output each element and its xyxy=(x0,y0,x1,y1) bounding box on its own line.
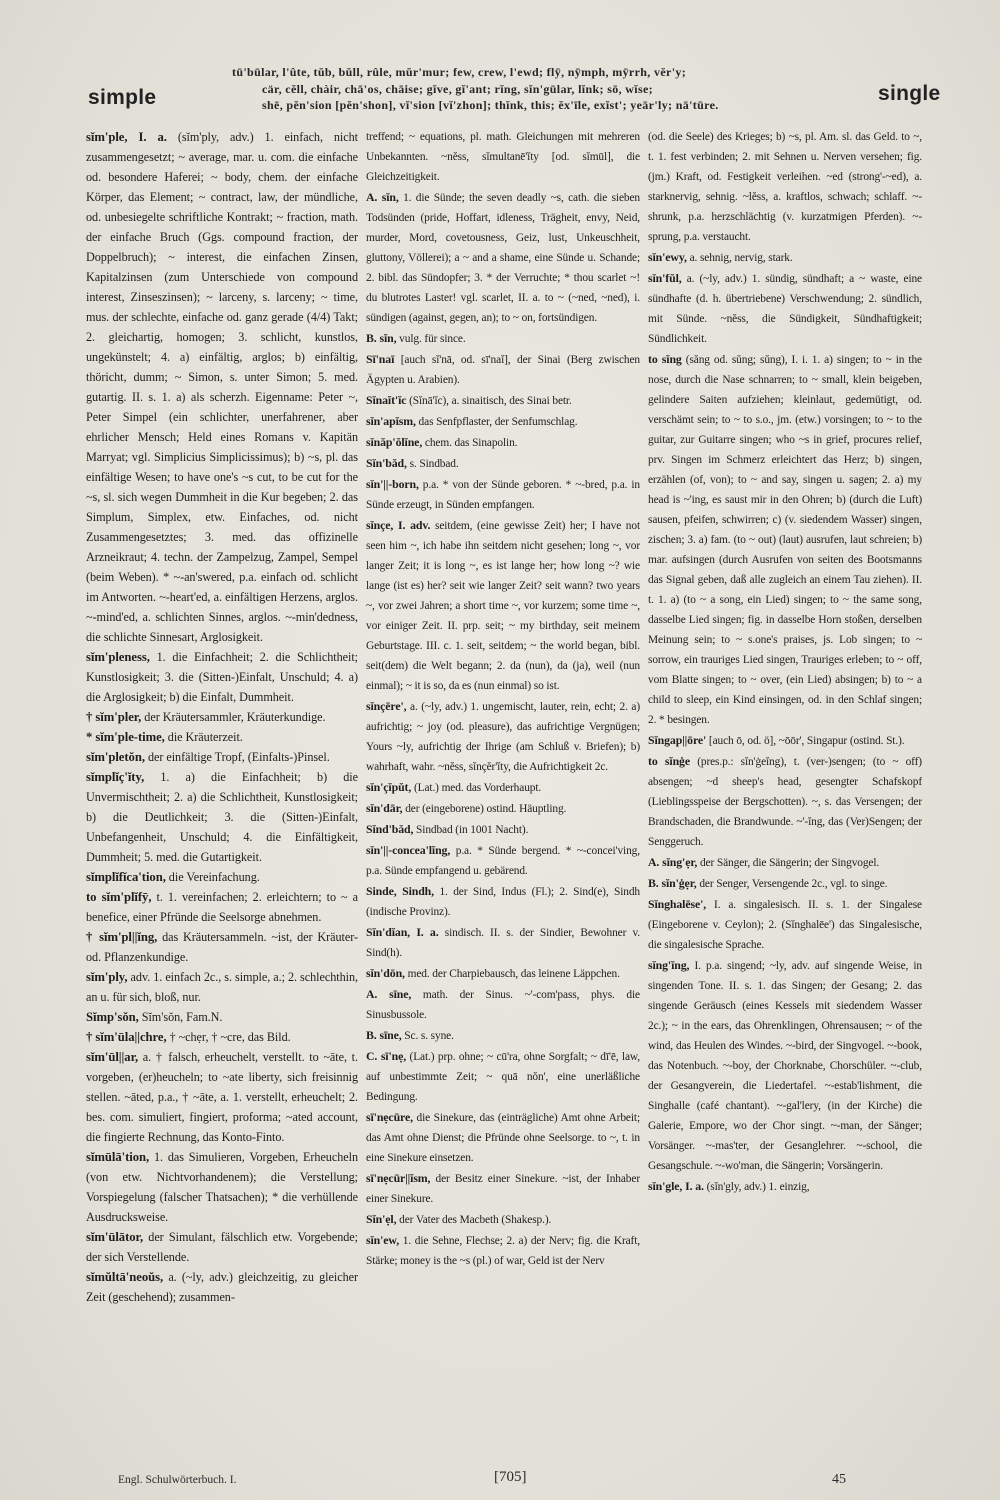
headword: sĭmŭltā'neoŭs, xyxy=(86,1270,164,1284)
definition-text: der Sänger, die Sängerin; der Singvogel. xyxy=(697,857,880,869)
definition-text: (sĭn'gly, adv.) 1. einzig, xyxy=(703,1181,810,1193)
dictionary-entry xyxy=(86,1027,358,1047)
dictionary-entry xyxy=(366,127,640,187)
headword: sĭn'dār, xyxy=(366,801,403,815)
definition-text: 1. das Simulieren, Vorgeben, Erheucheln (von etw. Nichtvorhandenem); die Verstellung; Vorspiegelung (falscher Thatsachen); * die verhüllende Ausdrucksweise. xyxy=(86,1150,358,1224)
headword: B. sĭn'ġẹr, xyxy=(648,876,697,890)
dictionary-entry xyxy=(86,887,358,927)
dictionary-entry xyxy=(366,696,640,777)
definition-text: s. Sindbad. xyxy=(406,458,459,470)
headword: to sĭng xyxy=(648,352,682,366)
definition-text: p.a. * von der Sünde geboren. * ~-bred, p.a. in Sünde erzeugt, in Sünden empfangen. xyxy=(366,479,640,511)
definition-text: der Kräutersammler, Kräuterkundige. xyxy=(141,710,326,724)
headword: * sĭm'ple-time, xyxy=(86,730,165,744)
dictionary-entry xyxy=(366,515,640,696)
definition-text: chem. das Sinapolin. xyxy=(422,437,518,449)
definition-text: (săng od. sŭng; sŭng), I. i. 1. a) singen; to ~ in the nose, durch die Nase schnarren; to ~ small, klein beigeben, gelindere Saiten aufziehen; kleinlaut, gedemütigt, od. verschämt sein; to ~ to s.o., jm. (etw.) vorsingen; to ~ to the guitar, zur Guitarre singen; who ~s in grief, procures relief, prv. Singen im Schmerz erleichtert das Herz; b) singen, erzählen (of, von); to ~ and say, singen u. sagen; 2. a) my head is ~'ing, es saust mir in den Ohren; b) (durch die Luft) sausen, pfeifen, schwirren; c) (v. siedendem Wasser) singen, zischen; 3. a) fam. (to ~ out) (laut) ausrufen, laut schreien; b) mar. aufsingen (durch Ausrufen von seiten des Bootsmanns das Signal geben, daß alle zugleich an einem Tau ziehen). II. t. 1. a) (to ~ a song, ein Lied) singen; to ~ the same song, dasselbe Lied singen; fig. in dasselbe Horn stoßen, derselben Meinung sein; to ~ s.one's praises, js. Lob singen; to ~ sorrow, ein trauriges Lied singen, Trauriges erleben; to ~ off, vom Blatte singen; to ~ over, (ein Lied) absingen; b) to ~ a child to sleep, ein Kind einsingen, od. in den Schlaf singen; 2. * besingen. xyxy=(648,354,922,726)
headword: sĭn'ewy, xyxy=(648,250,687,264)
headword: sĭn'dōn, xyxy=(366,966,405,980)
dictionary-entry xyxy=(366,798,640,819)
definition-text: 1. die Sünde; the seven deadly ~s, cath. die sieben Todsünden (pride, Hoffart, idleness, Trägheit, envy, Neid, murder, Mord, covetousness, Geiz, lust, Unkeuschheit, gluttony, Völlerei); a ~ and a shame, eine Sünde u. Schande; 2. bibl. das Sündopfer; 3. * der Verruchte; * thou scarlet ~! du blutrotes Laster! vgl. scarlet, II. a. to ~ (~ned, ~ned), i. sündigen (against, gegen, an); to ~ on, fortsündigen. xyxy=(366,192,640,324)
dictionary-entry xyxy=(648,127,922,247)
signature-number: 45 xyxy=(832,1472,846,1487)
definition-text: 1. a) die Einfachheit; b) die Unvermischtheit; 2. a) die Schlichtheit, Kunstlosigkeit; b) die Deutlichkeit; 3. die (Sitten-)Einfalt, Unbefangenheit, Unschuld; 4. die Einfältigkeit, Dummheit; 5. med. die Gutartigkeit. xyxy=(86,770,358,864)
definition-text: (Sĭnā'ĭc), a. sinaitisch, des Sinai betr. xyxy=(406,395,572,407)
definition-text: seitdem, (eine gewisse Zeit) her; I have not seen him ~, ich habe ihn seitdem nicht gesehen; long ~, vor langer Zeit; it is long ~, es ist lange her; how long ~? wie lange (ist es) her? seit wie langer Zeit? seit wann? two years ~, vor zwei Jahren; a short time ~, vor kurzem; some time ~, vor einiger Zeit. II. prp. seit; ~ my birthday, seit meinem Geburtstage. III. c. 1. seit, seitdem; ~ the world began, bibl. seit(dem) die Welt begann; 2. da (nun), da (ja), weil (nun einmal); ~ it is so, da es (nun einmal) so ist. xyxy=(366,520,640,692)
headword: sĭm'pletŏn, xyxy=(86,750,145,764)
definition-text: (pres.p.: sĭn'ġeĭng), t. (ver-)sengen; (to ~ off) absengen; ~d sheep's head, gesengter Schafskopf (Lieblingsspeise der Bergschotten). ~, s. das Versengen; der Brandschaden, die Brandwunde. ~'-ĭng, das (Ver)Sengen; der Senggeruch. xyxy=(648,756,922,848)
pronunciation-key-line: tū'būlar, l'ûte, tŭb, bŭll, rûle, mŭr'mur; few, crew, l'ewd; flȳ, nȳmph, mȳrrh, vĕr'y; xyxy=(232,65,687,79)
definition-text: der (eingeborene) ostind. Häuptling. xyxy=(402,803,567,815)
definition-text: I. a. singalesisch. II. s. 1. der Singalese (Eingeborene v. Ceylon); 2. (Sĭnghalēe') das Singalesische, die singalesische Sprache. xyxy=(648,899,922,951)
definition-text: Sindbad (in 1001 Nacht). xyxy=(413,824,529,836)
definition-text: med. der Charpiebausch, das leinene Läppchen. xyxy=(404,968,620,980)
headword: sĭm'pleness, xyxy=(86,650,150,664)
dictionary-entry xyxy=(366,922,640,963)
headword: Sĭnd'băd, xyxy=(366,822,414,836)
headword: Sĭnaĭt'ĭc xyxy=(366,393,407,407)
column-left xyxy=(86,127,358,1467)
dictionary-entry xyxy=(648,247,922,268)
headword: Sĭnghalēse', xyxy=(648,897,707,911)
headword: sĭn'çĭpŭt, xyxy=(366,780,412,794)
dictionary-entry xyxy=(366,432,640,453)
definition-text: der Vater des Macbeth (Shakesp.). xyxy=(396,1214,552,1226)
dictionary-entry xyxy=(86,1007,358,1027)
pronunciation-key-line: cär, cĕll, chàir, chā'os, chāise; gĭve, gĭ'ant; rĭng, sĭn'gūlar, lĭnk; sō, wĭse; xyxy=(262,82,654,96)
definition-text: die Vereinfachung. xyxy=(165,870,260,884)
dictionary-entry xyxy=(366,349,640,390)
headword: sĭm'ple, I. a. xyxy=(86,130,167,144)
definition-text: a. (~ly, adv.) 1. ungemischt, lauter, rein, echt; 2. a) aufrichtig; ~ joy (od. pleasure), das aufrichtige Vergnügen; Yours ~ly, aufrichtig der Ihrige (am Schluß v. Briefen); b) wahrhaft, wahr. ~nĕss, sĭnçĕr'ĭty, die Aufrichtigkeit 2c. xyxy=(366,701,640,773)
definition-text: adv. 1. einfach 2c., s. simple, a.; 2. schlechthin, an u. für sich, bloß, nur. xyxy=(86,970,358,1004)
headword: sī'nẹcūre, xyxy=(366,1110,413,1124)
page-number: [705] xyxy=(494,1469,527,1485)
definition-text: I. p.a. singend; ~ly, adv. auf singende Weise, in singenden Tone. II. s. 1. das Singen; der Gesang; 2. das singende Geräusch (eines Kessels mit siedendem Wasser 2c.); ~ in the ears, das Ohrenklingen, Ohrensausen; ~ of the wind, das Heulen des Windes. ~-bird, der Singvogel. ~-book, das Notenbuch. ~-boy, der Chorknabe, Chorschüler. ~-club, der Gesangverein, die Liedertafel. ~-estab'lishment, die Singhalle (café chantant). ~-gal'lery, (in der Kirche) die Galerie, Empore, wo der Chor singt. ~-man, der Sänger; Vorsänger. ~-mas'ter, der Gesanglehrer. ~-school, die Gesangschule. ~-wo'man, die Sängerin; Vorsängerin. xyxy=(648,960,922,1172)
headword: sĭn'gle, I. a. xyxy=(648,1179,704,1193)
dictionary-entry xyxy=(366,328,640,349)
dictionary-entry xyxy=(648,751,922,852)
definition-text: die Kräuterzeit. xyxy=(164,730,243,744)
definition-text: der Simulant, fälschlich etw. Vorgebende; der sich Verstellende. xyxy=(86,1230,358,1264)
guide-word-left: simple xyxy=(88,86,157,109)
dictionary-entry xyxy=(648,349,922,730)
headword: sĭnçe, I. adv. xyxy=(366,518,431,532)
column-right xyxy=(648,127,922,1467)
headword: sĭm'ply, xyxy=(86,970,128,984)
dictionary-entry xyxy=(86,767,358,867)
headword: Sĭn'dĭan, I. a. xyxy=(366,925,439,939)
headword: sĭmūlā'tion, xyxy=(86,1150,150,1164)
headword: Sĭn'băd, xyxy=(366,456,407,470)
dictionary-entry xyxy=(86,127,358,647)
definition-text: (sĭm'ply, adv.) 1. einfach, nicht zusammengesetzt; ~ average, mar. u. com. die einfache od. besondere Haferei; ~ body, chem. der einfache Körper, das Element; ~ contract, law, der mündliche, od. unbesiegelte schriftliche Kontrakt; ~ fraction, math. der einfache Bruch (Ggs. compound fraction, der Doppelbruch); ~ interest, die einfachen Zinsen, Kapitalzinsen (zum Unterschiede von compound interest, Zinseszinsen); ~ larceny, s. larceny; ~ time, mus. der schlechte, einfache od. ganz gerade (4/4) Takt; 2. gleichartig, homogen; 3. schlicht, kunstlos, ungekünstelt; 4. a) einfältig, arglos; b) einfältig, thöricht, dumm; ~ Simon, s. unter Simon; 5. med. gutartig. II. s. 1. a) als scherzh. Eigenname: Peter ~, Peter Simpel (ein schlichter, unerfahrener, aber ehrlicher Mensch; Held eines Romans v. Kapitän Marryat; vgl. Simplicius Simplicissimus); b) ~s, pl. das einfältige Wesen; to have one's ~s cut, to be cut for the ~s, sl. sich wegen Dummheit in die Kur begeben; 2. das Simplum, Simplex, etw. Einfaches, od. nicht Zusammengesetztes; 3. med. das offizinelle Arzneikraut; 4. techn. der Zampelzug, Zampel, Sempel (beim Weben). * ~-an'swered, p.a. einfach od. schlicht im Antworten. ~-heart'ed, a. einfältigen Herzens, arglos. ~-mind'ed, a. schlichten Sinnes, arglos. ~-min'dedness, die schlichte Sinnesart, Arglosigkeit. xyxy=(86,130,358,644)
dictionary-entry xyxy=(366,1025,640,1046)
definition-text: p.a. * Sünde bergend. * ~-concei'ving, p.a. Sünde empfangend u. gebärend. xyxy=(366,845,640,877)
headword: Sĭmp'sŏn, xyxy=(86,1010,139,1024)
headword: sĭng'ĭng, xyxy=(648,958,690,972)
definition-text: 1. der Sind, Indus (Fl.); 2. Sind(e), Sindh (indische Provinz). xyxy=(366,886,640,918)
headword: † sĭm'ūla||chre, xyxy=(86,1030,167,1044)
headword: † sĭm'pl||ĭng, xyxy=(86,930,158,944)
dictionary-entry xyxy=(86,647,358,707)
dictionary-entry xyxy=(648,268,922,349)
headword: Sinde, Sindh, xyxy=(366,884,434,898)
headword: sĭn'||-concea'lĭng, xyxy=(366,843,451,857)
definition-text: t. 1. vereinfachen; 2. erleichtern; to ~ a benefice, einer Pfründe die Seelsorge abnehmen. xyxy=(86,890,358,924)
dictionary-entry xyxy=(366,819,640,840)
headword: to sĭm'plĭfȳ, xyxy=(86,890,152,904)
headword: to sĭnġe xyxy=(648,754,690,768)
dictionary-entry xyxy=(86,727,358,747)
dictionary-entry xyxy=(366,963,640,984)
definition-text: die Sinekure, das (einträgliche) Amt ohne Arbeit; das Amt ohne Dienst; die Pfründe ohne Seelsorge. to ~, t. in eine Sinekure einsetzen. xyxy=(366,1112,640,1164)
dictionary-entry xyxy=(86,1047,358,1147)
dictionary-entry xyxy=(648,730,922,751)
headword: sĭn'||-born, xyxy=(366,477,419,491)
dictionary-entry xyxy=(366,1209,640,1230)
headword: † sĭm'pler, xyxy=(86,710,142,724)
dictionary-entry xyxy=(86,967,358,1007)
headword: sĭn'apĭsm, xyxy=(366,414,416,428)
dictionary-entry xyxy=(366,1107,640,1168)
dictionary-entry xyxy=(366,1046,640,1107)
definition-text: Sc. s. syne. xyxy=(401,1030,454,1042)
book-title-footer: Engl. Schulwörterbuch. I. xyxy=(118,1474,237,1486)
headword: sĭnçēre', xyxy=(366,699,407,713)
definition-text: 1. die Sehne, Flechse; 2. a) der Nerv; fig. die Kraft, Stärke; money is the ~s (pl.) of war, Geld ist der Nerv xyxy=(366,1235,640,1267)
headword: sĭn'ew, xyxy=(366,1233,400,1247)
definition-text: der Besitz einer Sinekure. ~ist, der Inhaber einer Sinekure. xyxy=(366,1173,640,1205)
definition-text: das Senfpflaster, der Senfumschlag. xyxy=(415,416,578,428)
headword: A. sĭn, xyxy=(366,190,399,204)
dictionary-entry xyxy=(366,840,640,881)
dictionary-entry xyxy=(648,873,922,894)
dictionary-entry xyxy=(86,1227,358,1267)
definition-text: sindisch. II. s. der Sindier, Bewohner v. Sind(h). xyxy=(366,927,640,959)
dictionary-entry xyxy=(366,777,640,798)
dictionary-entry xyxy=(366,1230,640,1271)
dictionary-entry xyxy=(86,867,358,887)
headword: Sĭngap||ōre' xyxy=(648,733,707,747)
headword: sī'nẹcūr||ĭsm, xyxy=(366,1171,431,1185)
dictionary-entry xyxy=(366,453,640,474)
definition-text: das Kräutersammeln. ~ist, der Kräuter- od. Pflanzenkundige. xyxy=(86,930,358,964)
dictionary-entry xyxy=(86,747,358,767)
definition-text: der Senger, Versengende 2c., vgl. to singe. xyxy=(696,878,888,890)
headword: A. sīne, xyxy=(366,987,412,1001)
definition-text: math. der Sinus. ~'-com'pass, phys. die Sinusbussole. xyxy=(366,989,640,1021)
headword: Sĭn'ẹl, xyxy=(366,1212,397,1226)
dictionary-entry xyxy=(366,474,640,515)
dictionary-entry xyxy=(366,881,640,922)
dictionary-entry xyxy=(648,894,922,955)
dictionary-entry xyxy=(366,1168,640,1209)
definition-text: Sĭm'sŏn, Fam.N. xyxy=(138,1010,223,1024)
dictionary-entry xyxy=(86,1147,358,1227)
definition-text: treffend; ~ equations, pl. math. Gleichungen mit mehreren Unbekannten. ~nĕss, sĭmultanē'ĭty [od. sĭmūl], die Gleichzeitigkeit. xyxy=(366,131,640,183)
dictionary-entry xyxy=(86,927,358,967)
column-middle xyxy=(366,127,640,1467)
dictionary-entry xyxy=(86,1267,358,1307)
definition-text: [auch ō, od. ö], ~ōōr', Singapur (ostind. St.). xyxy=(706,735,905,747)
headword: sĭnăp'ŏlĭne, xyxy=(366,435,423,449)
dictionary-entry xyxy=(648,852,922,873)
headword: A. sĭng'ẹr, xyxy=(648,855,698,869)
dictionary-entry xyxy=(648,955,922,1176)
definition-text: 1. die Einfachheit; 2. die Schlichtheit; Kunstlosigkeit; 3. die (Sitten-)Einfalt, Unschuld; 4. a) die Arglosigkeit; b) die Einfalt, Dummheit. xyxy=(86,650,358,704)
headword: sĭm'ūl||ar, xyxy=(86,1050,139,1064)
definition-text: a. sehnig, nervig, stark. xyxy=(686,252,793,264)
definition-text: (od. die Seele) des Krieges; b) ~s, pl. Am. sl. das Geld. to ~, t. 1. fest verbinden; 2. mit Sehnen u. Nerven versehen; fig. (jm.) Kraft, od. Festigkeit verleihen. ~ed (strong'-~ed), a. starknervig, sehnig. ~lĕss, a. kraftlos, schwach; schlaff. ~-shrunk, p.a. herzschlächtig (v. kurzatmigen Pferden). ~-sprung, p.a. verstaucht. xyxy=(648,131,922,243)
definition-text: (Lat.) prp. ohne; ~ cū'ra, ohne Sorgfalt; ~ dī'ē, law, auf unbestimmte Zeit; ~ quā nŏn', eine unerläßliche Bedingung. xyxy=(366,1051,640,1103)
pronunciation-key-line: shē, pĕn'sion [pĕn'shon], vĭ'sion [vĭ'zhon]; thĭnk, this; ĕx'īle, exĭst'; yeār'ly; nā'tūre. xyxy=(262,98,719,112)
headword: B. sĭn, xyxy=(366,331,397,345)
definition-text: (Lat.) med. das Vorderhaupt. xyxy=(411,782,542,794)
definition-text: a. (~ly, adv.) gleichzeitig, zu gleicher Zeit (geschehend); zusammen- xyxy=(86,1270,358,1304)
definition-text: † ~chẹr, † ~cre, das Bild. xyxy=(166,1030,291,1044)
dictionary-entry xyxy=(366,984,640,1025)
headword: sĭmplĭç'ĭty, xyxy=(86,770,145,784)
headword: sĭmplĭfĭca'tion, xyxy=(86,870,166,884)
definition-text: a. † falsch, erheuchelt, verstellt. to ~āte, t. vorgeben, (er)heucheln; to ~ate liberty, sich freisinnig stellen. ~āted, p.a., † ~āte, a. 1. verstellt, erheuchelt; 2. bes. com. simuliert, fingiert, proforma; ~ated account, die fingierte Rechnung, das Konto-Finto. xyxy=(86,1050,358,1144)
definition-text: vulg. für since. xyxy=(396,333,466,345)
headword: C. sī'nẹ, xyxy=(366,1049,407,1063)
dictionary-entry xyxy=(366,411,640,432)
definition-text: der einfältige Tropf, (Einfalts-)Pinsel. xyxy=(144,750,330,764)
headword: Sī'naī xyxy=(366,352,395,366)
headword: sĭn'fŭl, xyxy=(648,271,682,285)
headword: B. sīne, xyxy=(366,1028,402,1042)
guide-word-right: single xyxy=(878,82,941,105)
dictionary-entry xyxy=(648,1176,922,1197)
dictionary-entry xyxy=(366,390,640,411)
definition-text: a. (~ly, adv.) 1. sündig, sündhaft; a ~ waste, eine sündhafte (d. h. übertriebene) Verschwendung; 2. sündlich, mit Sünde. ~nĕss, die Sündigkeit, Sündhaftigkeit; Sündlichkeit. xyxy=(648,273,922,345)
headword: sĭm'ūlātor, xyxy=(86,1230,144,1244)
dictionary-entry xyxy=(366,187,640,328)
dictionary-entry xyxy=(86,707,358,727)
definition-text: [auch sĭ'nā, od. sī'naĭ], der Sinai (Berg zwischen Ägypten u. Arabien). xyxy=(366,354,640,386)
